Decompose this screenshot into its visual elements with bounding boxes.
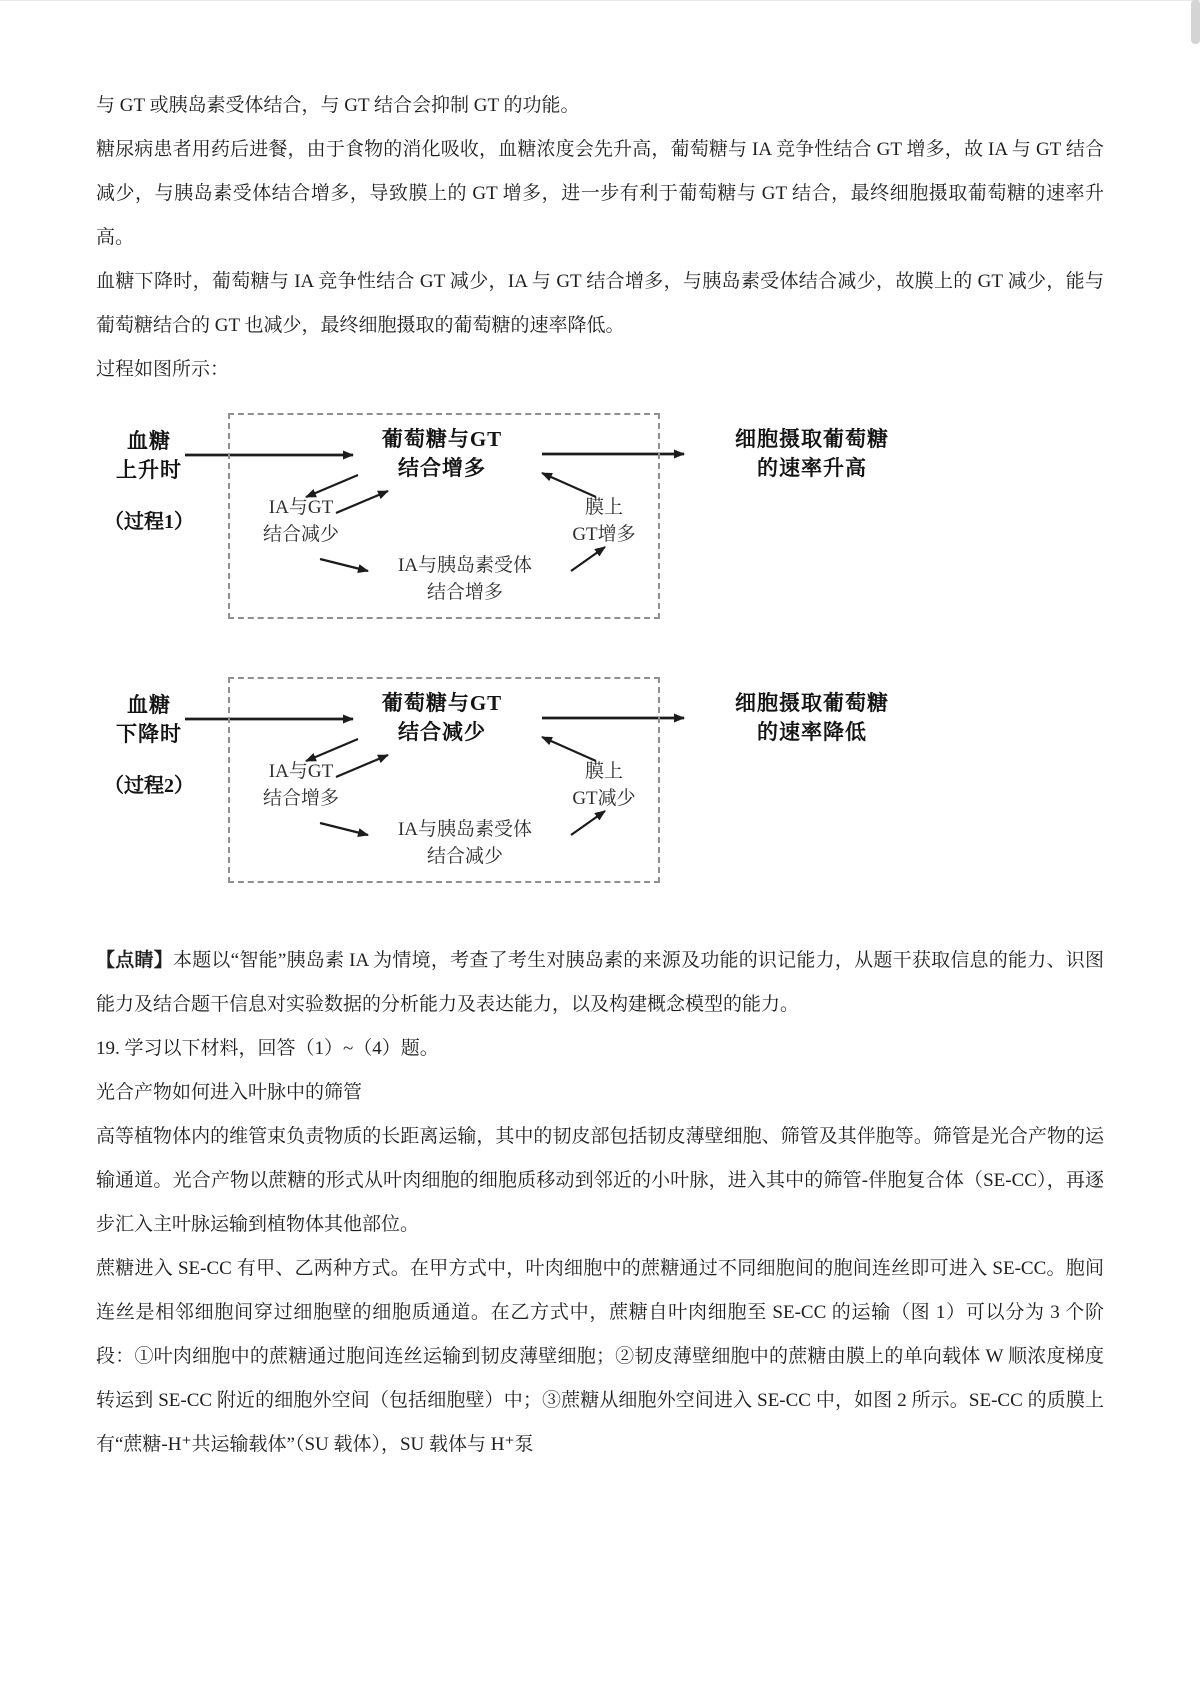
material-title: 光合产物如何进入叶脉中的筛管: [96, 1081, 363, 1103]
diagram-label-line: 膜上: [584, 760, 623, 782]
diagram-label-line: 血糖: [127, 692, 171, 717]
diagram-process-label: （过程2）: [104, 774, 194, 797]
diagram-main-node: [358, 425, 526, 485]
diagram-label-line: 葡萄糖与GT: [381, 690, 503, 715]
diagram-label-line: 下降时: [116, 722, 182, 747]
paragraph-dianjing: [96, 939, 1104, 1027]
diagram-label-line: 结合增多: [262, 787, 339, 809]
paragraph-glucose-drop: 血糖下降时，葡萄糖与 IA 竞争性结合 GT 减少，IA 与 GT 结合增多，与胰岛素受体结合减少，故膜上的 GT 减少，能与葡萄糖结合的 GT 也减少，最终细胞摄取的葡萄糖的速率降低。: [96, 271, 1104, 337]
flow-diagram-process-2: [96, 675, 1104, 897]
diagram-output-node: [692, 425, 932, 485]
diagram-label-line: IA与胰岛素受体: [397, 818, 533, 840]
diagram-node-ia-gt: [246, 495, 356, 549]
diagram-label-line: IA与GT: [268, 496, 334, 518]
diagram-node-ia-receptor: [356, 817, 574, 871]
scrollbar-thumb[interactable]: [1191, 0, 1200, 44]
diagram-label-line: GT减少: [572, 787, 636, 809]
diagram-output-node: [692, 689, 932, 749]
flow-diagram-process-1: [96, 411, 1104, 633]
diagram-label-line: IA与胰岛素受体: [397, 554, 533, 576]
diagram-label-line: 结合增多: [398, 456, 486, 481]
dianjing-label: 【点睛】: [96, 949, 173, 971]
diagram-label-line: 结合减少: [398, 720, 486, 745]
diagram-label-line: 膜上: [584, 496, 623, 518]
diagram-input-label: [98, 691, 200, 751]
diagram-node-membrane-gt: [548, 759, 660, 813]
diagram-main-node: [358, 689, 526, 749]
diagram-node-ia-receptor: [356, 553, 574, 607]
paragraph-after-meal: 糖尿病患者用药后进餐，由于食物的消化吸收，血糖浓度会先升高，葡萄糖与 IA 竞争性结合 GT 增多，故 IA 与 GT 结合减少，与胰岛素受体结合增多，导致膜上的 GT 增多，进一步有利于葡萄糖与 GT 结合，最终细胞摄取葡萄糖的速率升高。: [96, 139, 1104, 249]
paragraph-figure-intro: 过程如图所示：: [96, 359, 230, 381]
diagram-label-line: GT增多: [572, 523, 636, 545]
material-paragraph-1: 高等植物体内的维管束负责物质的长距离运输，其中的韧皮部包括韧皮薄壁细胞、筛管及其伴胞等。筛管是光合产物的运输通道。光合产物以蔗糖的形式从叶肉细胞的细胞质移动到邻近的小叶脉，进入其中的筛管-伴胞复合体（SE-CC），再逐步汇入主叶脉运输到植物体其他部位。: [96, 1125, 1104, 1236]
page-top-edge: [0, 0, 1200, 1]
diagram-label-line: 葡萄糖与GT: [381, 426, 503, 451]
diagram-input-label: [98, 427, 200, 487]
diagram-label-line: 结合增多: [426, 581, 503, 603]
diagram-label-line: 细胞摄取葡萄糖: [735, 426, 889, 451]
diagram-label-line: 的速率降低: [757, 720, 867, 745]
question-19-intro: 19. 学习以下材料，回答（1）~（4）题。: [96, 1037, 439, 1059]
diagram-label-line: 结合减少: [426, 845, 503, 867]
diagram-label-line: 细胞摄取葡萄糖: [735, 690, 889, 715]
diagram-node-membrane-gt: [548, 495, 660, 549]
diagram-process-label: （过程1）: [104, 510, 194, 533]
diagram-label-line: 的速率升高: [757, 456, 867, 481]
diagram-node-ia-gt: [246, 759, 356, 813]
diagram-label-line: 血糖: [127, 428, 171, 453]
material-paragraph-2: 蔗糖进入 SE-CC 有甲、乙两种方式。在甲方式中，叶肉细胞中的蔗糖通过不同细胞间的胞间连丝即可进入 SE-CC。胞间连丝是相邻细胞间穿过细胞壁的细胞质通道。在乙方式中，蔗糖自叶肉细胞至 SE-CC 的运输（图 1）可以分为 3 个阶段：①叶肉细胞中的蔗糖通过胞间连丝运输到韧皮薄壁细胞；②韧皮薄壁细胞中的蔗糖由膜上的单向载体 W 顺浓度梯度转运到 SE-CC 附近的细胞外空间（包括细胞壁）中；③蔗糖从细胞外空间进入 SE-CC 中，如图 2 所示。SE-CC 的质膜上有“蔗糖-H⁺共运输载体”（SU 载体），SU 载体与 H⁺泵: [96, 1258, 1104, 1456]
diagram-label-line: IA与GT: [268, 760, 334, 782]
paragraph-gt-function: 与 GT 或胰岛素受体结合，与 GT 结合会抑制 GT 的功能。: [96, 95, 580, 116]
dianjing-text: 本题以“智能”胰岛素 IA 为情境，考查了考生对胰岛素的来源及功能的识记能力，从题干获取信息的能力、识图能力及结合题干信息对实验数据的分析能力及表达能力，以及构建概念模型的能力。: [96, 949, 1104, 1015]
diagram-label-line: 结合减少: [262, 523, 339, 545]
diagram-label-line: 上升时: [116, 458, 182, 483]
